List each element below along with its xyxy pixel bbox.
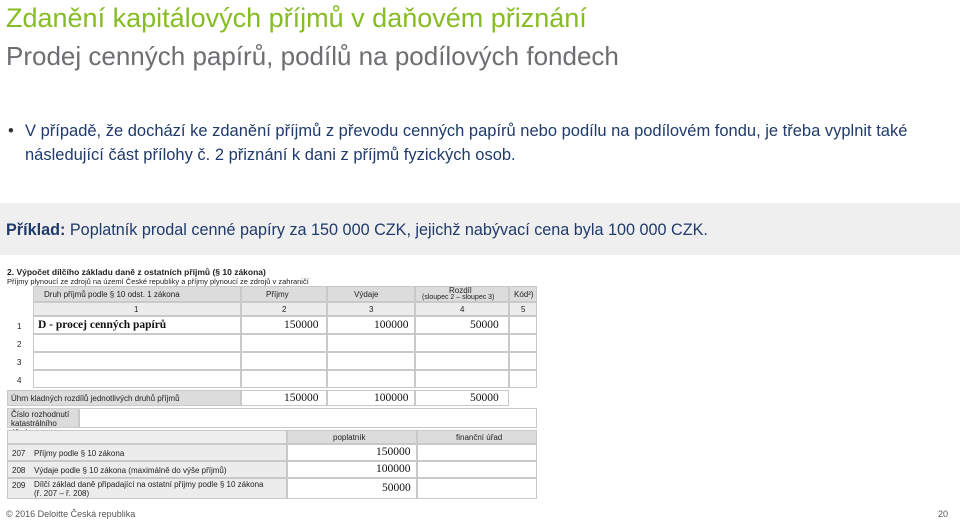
col-header-expense: Výdaje xyxy=(327,286,415,302)
form-field-expense xyxy=(327,370,415,388)
form-field-income xyxy=(241,352,327,370)
lower-row-office xyxy=(417,461,537,478)
form-subheading: Příjmy plynoucí ze zdrojů na území České republiky a příjmy plynoucí ze zdrojů v zahraničí xyxy=(7,277,309,286)
lower-row-label: 207 Příjmy podle § 10 zákona xyxy=(7,444,287,461)
form-field-diff: 50000 xyxy=(415,316,509,334)
lower-header-taxpayer: poplatník xyxy=(287,430,417,444)
slide-subtitle: Prodej cenných papírů, podílů na podílových fondech xyxy=(6,41,619,71)
bullet-text: V případě, že dochází ke zdanění příjmů z převodu cenných papírů nebo podílu na podílovém fondu, je třeba vyplnit také následující část přílohy č. 2 přiznání k dani z příjmů fyzických osob. xyxy=(25,122,908,164)
form-field-expense: 100000 xyxy=(327,316,415,334)
col-number: 1 xyxy=(33,302,241,316)
row-number: 2 xyxy=(17,340,22,349)
form-field-code xyxy=(509,316,537,334)
lower-header-office: finanční úřad xyxy=(417,430,537,444)
form-field-diff xyxy=(415,334,509,352)
example-text xyxy=(6,221,708,240)
slide-title: Zdanění kapitálových příjmů v daňovém přiznání xyxy=(6,3,587,33)
page-number: 20 xyxy=(937,509,948,519)
total-label: Úhrn kladných rozdílů jednotlivých druhů příjmů xyxy=(7,390,241,406)
form-field-diff xyxy=(415,352,509,370)
row-number: 3 xyxy=(17,358,22,367)
form-field-income: 150000 xyxy=(241,316,327,334)
lower-row-office xyxy=(417,444,537,461)
lower-row-label: 209 Dílčí základ daně připadající na ostatní příjmy podle § 10 zákona (ř. 207 – ř. 208) xyxy=(7,478,287,499)
lower-row-value: 50000 xyxy=(287,478,417,499)
form-field-income xyxy=(241,370,327,388)
form-field-type xyxy=(33,352,241,370)
col-number: 4 xyxy=(415,302,509,316)
form-heading: 2. Výpočet dílčího základu daně z ostatních příjmů (§ 10 zákona) xyxy=(7,267,266,277)
total-expense: 100000 xyxy=(327,390,415,406)
form-field-code xyxy=(509,370,537,388)
lower-row-value: 100000 xyxy=(287,461,417,478)
example-body: Poplatník prodal cenné papíry za 150 000 CZK, jejichž nabývací cena byla 100 000 CZK. xyxy=(65,221,708,239)
lower-blank xyxy=(7,430,287,444)
lower-row-label: 208 Výdaje podle § 10 zákona (maximálně do výše příjmů) xyxy=(7,461,287,478)
total-diff: 50000 xyxy=(415,390,509,406)
row-number: 4 xyxy=(17,376,22,385)
example-label: Příklad: xyxy=(6,221,66,239)
row-number: 1 xyxy=(17,322,22,331)
office-field xyxy=(79,408,537,428)
form-field-type xyxy=(33,370,241,388)
col-number: 3 xyxy=(327,302,415,316)
tax-form-excerpt xyxy=(5,266,538,500)
form-field-expense xyxy=(327,334,415,352)
col-header-code: Kód²) xyxy=(509,286,537,302)
form-field-code xyxy=(509,352,537,370)
office-label: Číslo rozhodnutí katastrálního xyxy=(7,408,79,428)
form-field-type xyxy=(33,334,241,352)
bullet-point xyxy=(8,119,953,167)
col-number: 2 xyxy=(241,302,327,316)
col-header-type: Druh příjmů podle § 10 odst. 1 zákona xyxy=(33,286,241,302)
bullet-icon: • xyxy=(8,122,14,140)
form-field-income xyxy=(241,334,327,352)
form-field-code xyxy=(509,334,537,352)
form-field-type: D - procej cenných papírů xyxy=(33,316,241,334)
example-box xyxy=(0,203,960,255)
form-field-expense xyxy=(327,352,415,370)
col-number: 5 xyxy=(509,302,537,316)
footer-copyright: © 2016 Deloitte Česká republika xyxy=(6,509,136,519)
col-header-income: Příjmy xyxy=(241,286,327,302)
lower-row-office xyxy=(417,478,537,499)
lower-row-value: 150000 xyxy=(287,444,417,461)
form-field-diff xyxy=(415,370,509,388)
col-header-diff: Rozdíl (sloupec 2 – sloupec 3) xyxy=(415,286,509,302)
total-income: 150000 xyxy=(241,390,327,406)
